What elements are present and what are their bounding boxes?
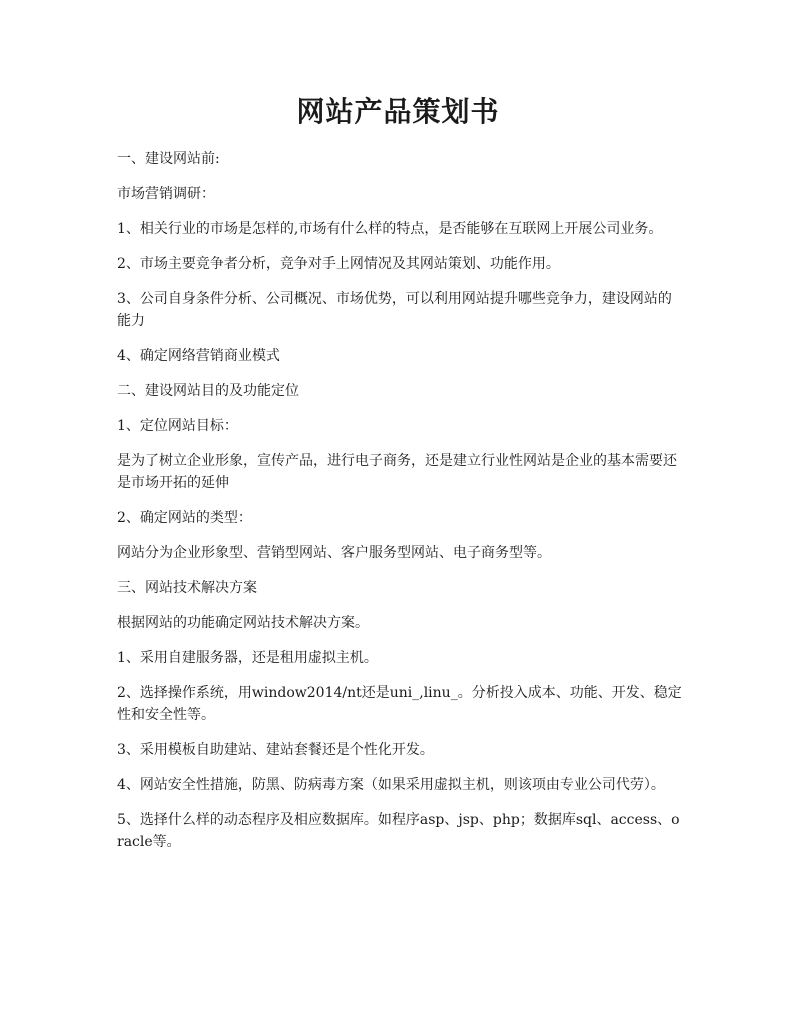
paragraph-company-analysis: 3、公司自身条件分析、公司概况、市场优势，可以利用网站提升哪些竞争力，建设网站的能力: [117, 291, 672, 329]
paragraph-site-type-label: 2、确定网站的类型：: [117, 510, 252, 526]
paragraph-security: 4、网站安全性措施，防黑、防病毒方案（如果采用虚拟主机，则该项由专业公司代劳）。: [117, 777, 665, 793]
paragraph-competitor-analysis: 2、市场主要竞争者分析，竞争对手上网情况及其网站策划、功能作用。: [117, 256, 560, 272]
section-heading-2: 二、建设网站目的及功能定位: [117, 383, 299, 399]
paragraph-tech-intro: 根据网站的功能确定网站技术解决方案。: [117, 615, 369, 631]
subheading-market-research: 市场营销调研：: [117, 186, 215, 202]
document-title: 网站产品策划书: [296, 95, 500, 128]
paragraph-business-model: 4、确定网络营销商业模式: [117, 348, 280, 364]
paragraph-server-choice: 1、采用自建服务器，还是租用虚拟主机。: [117, 650, 378, 666]
section-heading-3: 三、网站技术解决方案: [117, 580, 257, 596]
paragraph-os-choice: 2、选择操作系统，用window2014/nt还是uni_,linu_。分析投入成本、功能、开发、稳定性和安全性等。: [117, 685, 682, 723]
paragraph-dynamic-program: 5、选择什么样的动态程序及相应数据库。如程序asp、jsp、php；数据库sql、access、oracle等。: [117, 812, 680, 850]
document-body: [117, 148, 683, 866]
paragraph-site-goal-label: 1、定位网站目标：: [117, 418, 238, 434]
paragraph-build-method: 3、采用模板自助建站、建站套餐还是个性化开发。: [117, 742, 434, 758]
paragraph-site-goal: 是为了树立企业形象，宣传产品，进行电子商务，还是建立行业性网站是企业的基本需要还是市场开拓的延伸: [117, 453, 677, 491]
section-heading-1: 一、建设网站前:: [117, 151, 220, 167]
paragraph-site-types: 网站分为企业形象型、营销型网站、客户服务型网站、电子商务型等。: [117, 545, 551, 561]
paragraph-industry-market: 1、相关行业的市场是怎样的,市场有什么样的特点，是否能够在互联网上开展公司业务。: [117, 221, 663, 237]
